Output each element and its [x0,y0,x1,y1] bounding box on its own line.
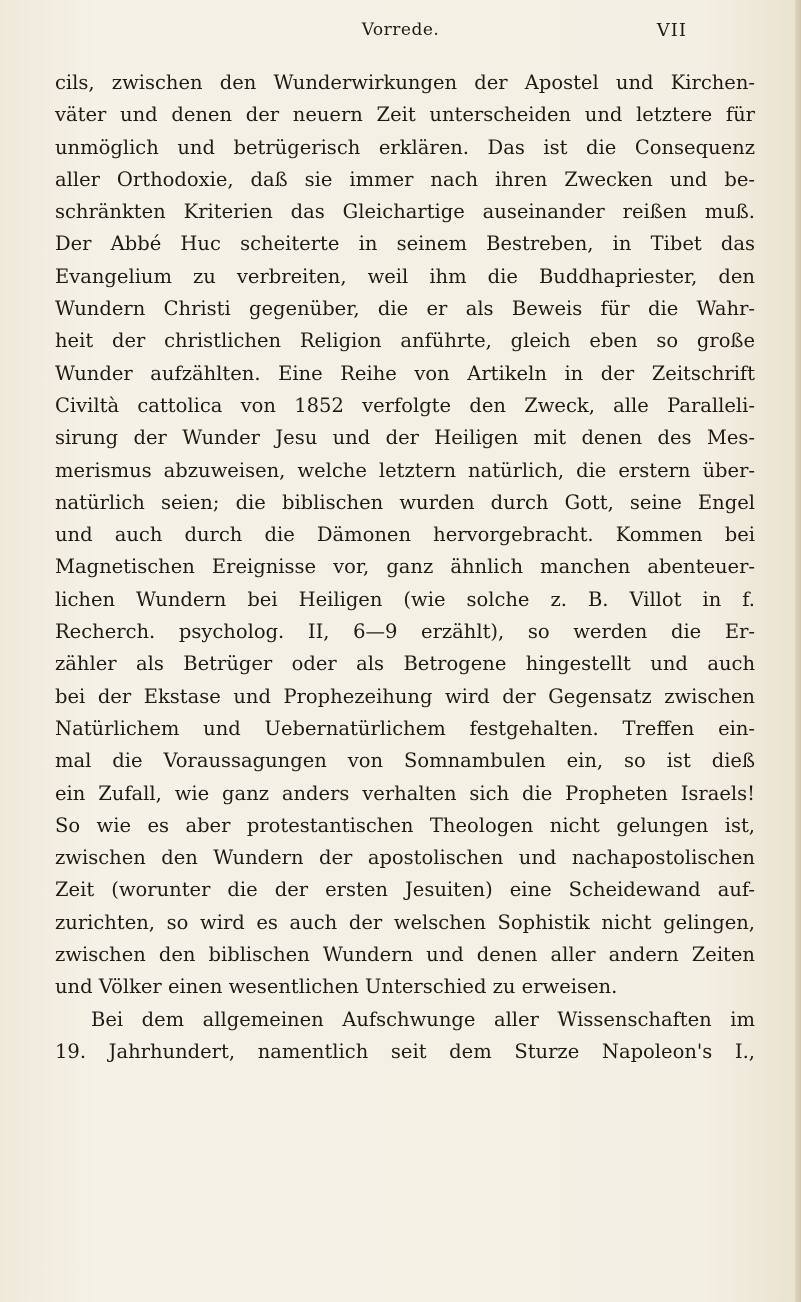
running-head: Vorrede. [361,20,440,40]
text-line: Civiltà cattolica von 1852 verfolgte den Zweck, alle Paralleli- [55,393,755,417]
text-line: und auch durch die Dämonen hervorgebracht. Kommen bei [55,523,755,547]
text-line: Zeit (worunter die der ersten Jesuiten) eine Scheidewand auf- [55,878,755,902]
text-line: So wie es aber protestantischen Theologen nicht gelungen ist, [55,813,755,837]
text-line: 19. Jahrhundert, namentlich seit dem Sturze Napoleon's I., [55,1039,755,1063]
text-line: aller Orthodoxie, daß sie immer nach ihren Zwecken und be- [55,167,755,191]
text-line: merismus abzuweisen, welche letztern natürlich, die erstern über- [55,458,755,482]
text-line: heit der christlichen Religion anführte, gleich eben so große [55,329,755,353]
text-line: zwischen den Wundern der apostolischen und nachapostolischen [55,846,755,870]
text-line: Bei dem allgemeinen Aufschwunge aller Wissenschaften im [91,1007,755,1031]
text-line: und Völker einen wesentlichen Unterschied zu erweisen. [55,975,618,999]
text-line: zurichten, so wird es auch der welschen Sophistik nicht gelingen, [55,910,755,934]
text-line: unmöglich und betrügerisch erklären. Das ist die Consequenz [55,135,755,159]
page-number: VII [656,20,687,41]
page-edge-shadow [795,0,801,1302]
text-line: cils, zwischen den Wunderwirkungen der Apostel und Kirchen- [55,71,755,94]
text-line: sirung der Wunder Jesu und der Heiligen mit denen des Mes- [55,426,755,450]
text-line: väter und denen der neuern Zeit unterscheiden und letztere für [55,103,755,127]
text-line: Wunder aufzählten. Eine Reihe von Artikeln in der Zeitschrift [55,361,755,385]
text-line: Recherch. psycholog. II, 6—9 erzählt), so werden die Er- [55,620,755,644]
text-line: Natürlichem und Uebernatürlichem festgehalten. Treffen ein- [55,716,755,740]
text-line: zähler als Betrüger oder als Betrogene hingestellt und auch [55,652,755,676]
text-line: mal die Voraussagungen von Somnambulen ein, so ist dieß [55,749,755,773]
page-header [0,20,801,50]
text-line: Magnetischen Ereignisse vor, ganz ähnlich manchen abenteuer- [55,555,755,579]
text-line: zwischen den biblischen Wundern und denen aller andern Zeiten [55,943,755,967]
text-line: Der Abbé Huc scheiterte in seinem Bestreben, in Tibet das [55,232,755,256]
text-line: lichen Wundern bei Heiligen (wie solche z. B. Villot in f. [55,587,755,611]
text-line: ein Zufall, wie ganz anders verhalten sich die Propheten Israels! [55,781,755,805]
body-text [55,67,755,1068]
text-line: bei der Ekstase und Prophezeihung wird der Gegensatz zwischen [55,684,755,708]
text-line: natürlich seien; die biblischen wurden durch Gott, seine Engel [55,490,755,514]
text-line: Evangelium zu verbreiten, weil ihm die Buddhapriester, den [55,264,755,288]
text-line: schränkten Kriterien das Gleichartige auseinander reißen muß. [55,200,755,224]
text-line: Wundern Christi gegenüber, die er als Beweis für die Wahr- [55,297,755,321]
